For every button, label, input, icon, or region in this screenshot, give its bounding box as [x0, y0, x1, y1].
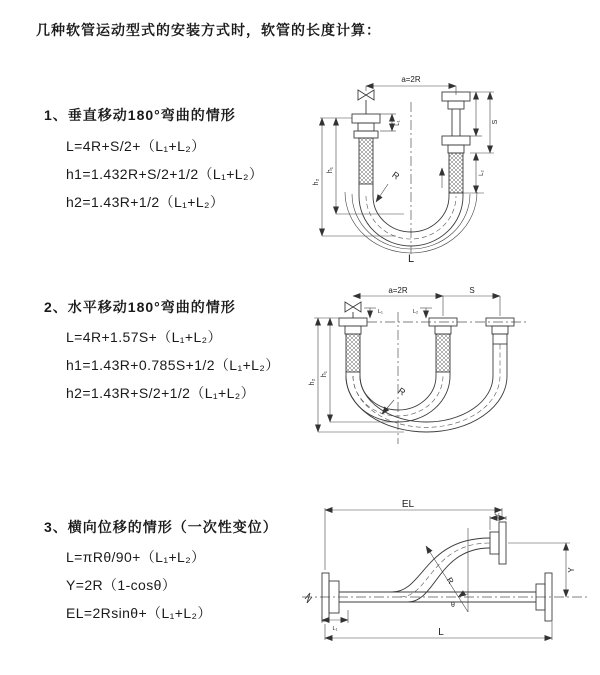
valve-icon — [345, 302, 361, 318]
dimension-y — [508, 543, 576, 597]
label-r: R — [390, 169, 402, 182]
label-a2r: a=2R — [388, 286, 408, 295]
label-h1: h₁ — [321, 370, 328, 378]
label-l-total: L — [438, 627, 444, 638]
dimension-l2 — [490, 511, 506, 530]
dimension-l — [325, 622, 552, 640]
label-l1: L₁ — [395, 120, 401, 126]
label-el: EL — [401, 500, 415, 510]
document-title: 几种软管运动型式的安装方式时，软管的长度计算： — [36, 22, 381, 38]
section-2-formula-h1: h1=1.43R+0.785S+1/2（L₁+L₂） — [66, 357, 280, 373]
section-1-formula-h2: h2=1.43R+1/2（L₁+L₂） — [66, 194, 225, 210]
label-l2: L₂ — [479, 170, 485, 176]
angle-construction — [426, 528, 468, 612]
radius-callout — [376, 170, 402, 202]
dimension-l1 — [380, 114, 401, 131]
braided-hose-right — [449, 153, 463, 193]
label-s: S — [492, 119, 499, 125]
label-l-total: L — [407, 253, 415, 264]
dimension-l2 — [463, 153, 485, 193]
dimension-h2 — [313, 118, 396, 236]
hose-u-bend-pos2 — [346, 344, 507, 432]
section-1-formula-h1: h1=1.432R+S/2+1/2（L₁+L₂） — [66, 166, 264, 182]
centerline-break-mark — [305, 593, 312, 603]
label-l2: L₂ — [413, 309, 419, 315]
label-l2: L₂ — [494, 511, 500, 517]
section-3-heading: 3、横向位移的情形（一次性变位） — [44, 519, 278, 535]
valve-icon — [358, 90, 374, 114]
dimension-l1 — [364, 308, 383, 318]
diagram-lateral-displacement — [296, 500, 596, 648]
section-2-formula-h2: h2=1.43R+S/2+1/2（L₁+L₂） — [66, 385, 256, 401]
label-a2r: a=2R — [401, 75, 421, 84]
label-h2: h₂ — [313, 178, 320, 186]
left-pipe-fitting — [339, 318, 367, 372]
braided-hose-left — [359, 138, 373, 184]
label-l1: L₁ — [332, 626, 338, 632]
middle-pipe-fitting — [429, 318, 457, 372]
label-h1: h₁ — [327, 166, 334, 174]
label-l1: L₁ — [378, 309, 383, 315]
label-y: Y — [567, 567, 576, 573]
dimension-l2 — [413, 308, 432, 318]
section-1-formula-l: L=4R+S/2+（L₁+L₂） — [66, 138, 206, 154]
left-pipe-fitting — [352, 114, 380, 184]
label-r: R — [396, 385, 408, 398]
right-pipe-fitting — [442, 92, 470, 193]
label-r: R — [444, 575, 456, 586]
section-1-heading: 1、垂直移动180°弯曲的情形 — [44, 107, 236, 123]
dimension-s — [470, 92, 499, 153]
diagram-horizontal-180-bend — [308, 282, 592, 450]
diagram-vertical-180-bend — [308, 66, 592, 264]
label-theta: θ — [451, 602, 455, 609]
section-3-formula-el: EL=2Rsinθ+（L₁+L₂） — [66, 605, 212, 621]
dimension-s — [443, 286, 500, 316]
section-3-formula-l: L=πRθ/90+（L₁+L₂） — [66, 549, 206, 565]
section-3-formula-y: Y=2R（1-cosθ） — [66, 577, 177, 593]
dimension-a2r — [353, 286, 443, 296]
section-2-formula-l: L=4R+1.57S+（L₁+L₂） — [66, 329, 222, 345]
label-h2: h₂ — [309, 378, 316, 386]
dimension-el — [325, 500, 502, 570]
section-2-heading: 2、水平移动180°弯曲的情形 — [44, 299, 236, 315]
right-flange-displaced — [490, 522, 506, 564]
label-s: S — [469, 286, 475, 295]
